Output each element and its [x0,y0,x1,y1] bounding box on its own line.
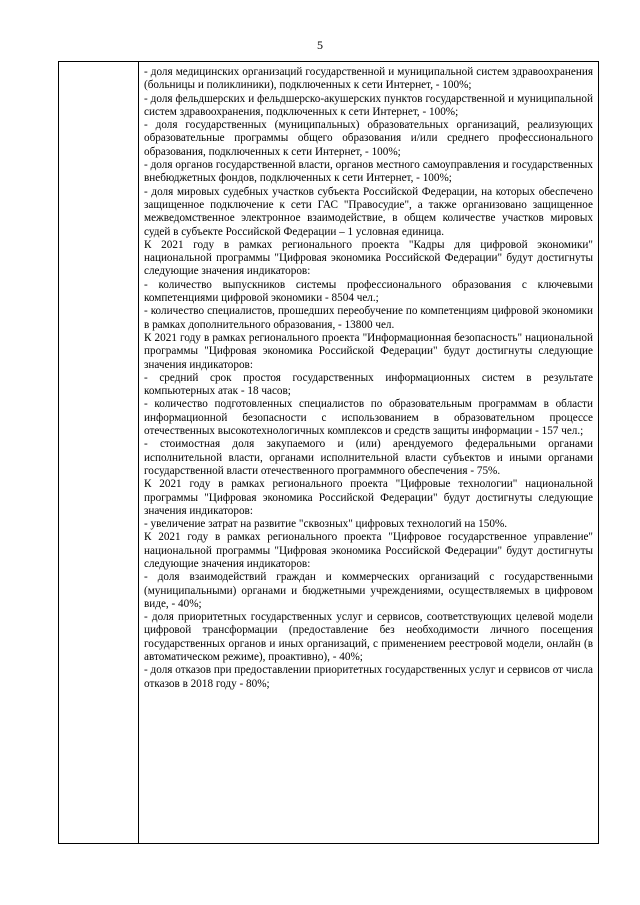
paragraph: - доля приоритетных государственных услуг и сервисов, соответствующих целевой модели цифровой трансформации (предоставление без необходимости личного посещения государственных органов и иных организаций, с применением реестровой модели, онлайн (в автоматическом режиме), проактивно), - 40%; [144,611,593,664]
paragraph: К 2021 году в рамках регионального проекта "Цифровые технологии" национальной программы "Цифровая экономика Российской Федерации" будут достигнуты следующие значения индикаторов: [144,478,593,517]
paragraph: - доля фельдшерских и фельдшерско-акушерских пунктов государственной и муниципальной систем здравоохранения, подключенных к сети Интернет, - 100%; [144,92,593,118]
paragraph: - доля органов государственной власти, органов местного самоуправления и государственных внебюджетных фондов, подключенных к сети Интернет, - 100%; [144,159,593,185]
paragraph: - доля государственных (муниципальных) образовательных организаций, реализующих образовательные программы общего образования и/или среднего профессионального образования, подключенных к сети Интернет, - 100%; [144,119,593,158]
paragraph: - количество выпускников системы профессионального образования с ключевыми компетенциями цифровой экономики - 8504 чел.; [144,278,593,305]
paragraph: К 2021 году в рамках регионального проекта "Кадры для цифровой экономики" национальной программы "Цифровая экономика Российской Федерации" будут достигнуты следующие значения индикаторов: [144,238,593,278]
paragraph: - доля мировых судебных участков субъекта Российской Федерации, на которых обеспечено защищенное подключение к сети ГАС "Правосудие", а также организовано защищенное межведомственное электронное взаимодействие, в общем количестве участков мировых судей в субъекте Российской Федерации – 1 условная единица. [144,185,593,238]
paragraph: - доля медицинских организаций государственной и муниципальной систем здравоохранения (больницы и поликлиники), подключенных к сети Интернет, - 100%; [144,66,593,92]
page-number: 5 [317,38,323,52]
paragraph: - количество подготовленных специалистов по образовательным программам в области информационной безопасности с использованием в образовательном процессе отечественных высокотехнологичных комплексов и средств защиты информации - 157 чел.; [144,398,593,438]
table-left-column [59,62,139,843]
content-table [58,61,599,844]
paragraph: - доля отказов при предоставлении приоритетных государственных услуг и сервисов от числа отказов в 2018 году - 80%; [144,664,593,690]
paragraph: - увеличение затрат на развитие "сквозных" цифровых технологий на 150%. [144,518,508,531]
paragraph: - средний срок простоя государственных информационных систем в результате компьютерных атак - 18 часов; [144,371,593,398]
paragraph: К 2021 году в рамках регионального проекта "Информационная безопасность" национальной программы "Цифровая экономика Российской Федерации" будут достигнуты следующие значения индикаторов: [144,331,593,371]
paragraph: - количество специалистов, прошедших переобучение по компетенциям цифровой экономики в рамках дополнительного образования, - 13800 чел. [144,305,593,331]
paragraph: - доля взаимодействий граждан и коммерческих организаций с государственными (муниципальными) органами и бюджетными учреждениями, осуществляемых в цифровом виде, - 40%; [144,571,593,610]
paragraph: - стоимостная доля закупаемого и (или) арендуемого федеральными органами исполнительной власти, органами исполнительной власти субъектов и иными органами государственной власти отечественного программного обеспечения - 75%. [144,438,593,477]
table-right-column [139,62,598,843]
paragraph: К 2021 году в рамках регионального проекта "Цифровое государственное управление" национальной программы "Цифровая экономика Российской Федерации" будут достигнуты следующие значения индикаторов: [144,531,593,570]
